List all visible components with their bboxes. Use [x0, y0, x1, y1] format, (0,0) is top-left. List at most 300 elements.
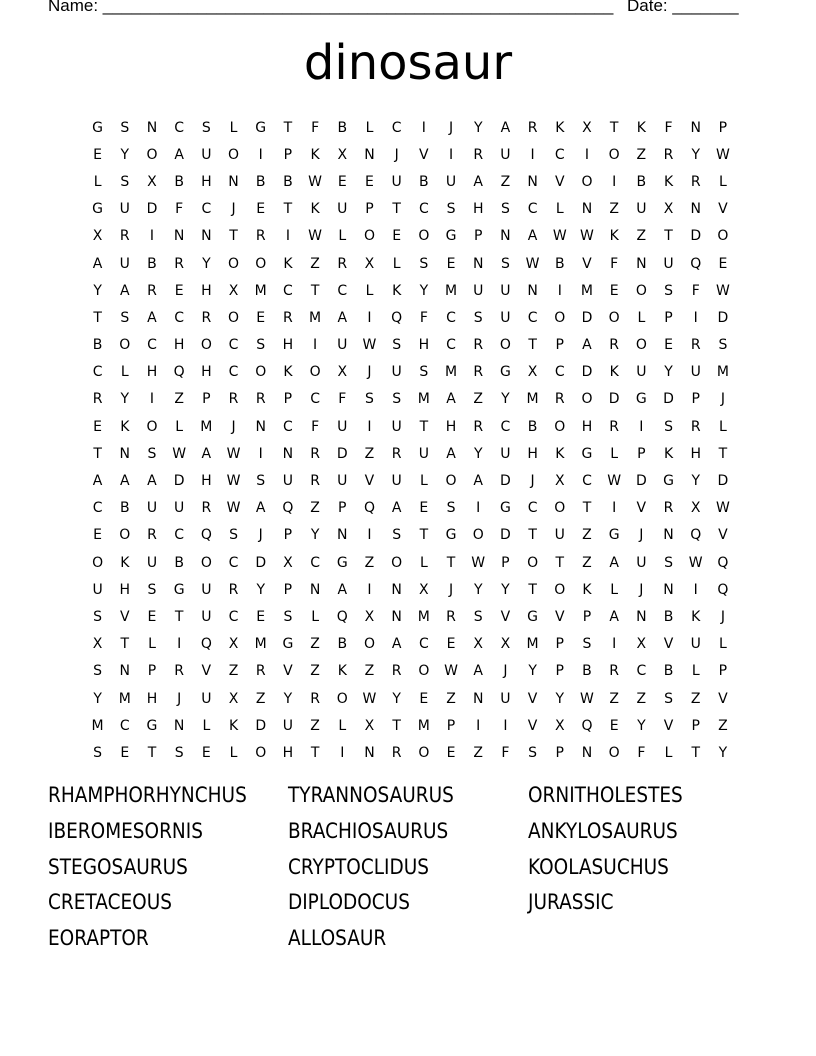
- grid-letter: U: [473, 282, 484, 299]
- grid-letter: E: [93, 527, 103, 544]
- grid-letter: D: [690, 228, 702, 245]
- grid-letter: P: [147, 663, 157, 680]
- grid-letter: M: [444, 282, 458, 299]
- grid-letter: L: [392, 255, 401, 272]
- grid-letter: E: [147, 608, 157, 625]
- grid-letter: K: [609, 364, 619, 381]
- grid-letter: J: [503, 663, 508, 680]
- grid-letter: O: [255, 364, 267, 381]
- grid-letter: U: [146, 500, 158, 517]
- grid-letter: I: [421, 119, 426, 136]
- grid-letter: U: [201, 146, 212, 163]
- grid-letter: Y: [473, 445, 483, 462]
- grid-letter: A: [582, 337, 592, 354]
- grid-row: [84, 196, 737, 223]
- grid-letter: W: [308, 173, 323, 190]
- grid-letter: O: [717, 228, 729, 245]
- grid-letter: W: [226, 500, 241, 517]
- grid-letter: E: [419, 690, 429, 707]
- word-list-item: RHAMPHORHYNCHUS: [48, 783, 247, 807]
- grid-letter: C: [527, 309, 538, 326]
- grid-letter: G: [608, 527, 620, 544]
- grid-letter: P: [691, 717, 700, 734]
- grid-letter: R: [473, 146, 484, 163]
- grid-letter: A: [473, 173, 483, 190]
- grid-letter: A: [119, 282, 130, 299]
- grid-letter: I: [340, 744, 345, 761]
- grid-letter: B: [663, 663, 674, 680]
- grid-letter: P: [555, 663, 564, 680]
- grid-letter: G: [635, 391, 647, 408]
- grid-letter: O: [146, 146, 158, 163]
- grid-letter: N: [309, 581, 321, 598]
- grid-letter: E: [718, 255, 728, 272]
- grid-letter: G: [336, 554, 348, 571]
- grid-letter: J: [448, 119, 454, 136]
- grid-letter: A: [446, 391, 456, 408]
- word-list-item: KOOLASUCHUS: [528, 854, 669, 879]
- grid-row: [84, 332, 737, 359]
- grid-letter: G: [581, 445, 593, 462]
- grid-letter: M: [254, 282, 267, 299]
- grid-letter: K: [283, 255, 293, 272]
- grid-letter: C: [310, 391, 320, 408]
- grid-letter: Z: [310, 663, 320, 680]
- grid-letter: Y: [473, 581, 483, 598]
- grid-letter: U: [337, 473, 348, 490]
- grid-letter: J: [231, 201, 236, 218]
- grid-letter: O: [391, 554, 403, 571]
- grid-row: [84, 739, 737, 766]
- grid-letter: Q: [282, 500, 294, 517]
- grid-letter: Y: [691, 146, 700, 163]
- grid-letter: D: [581, 364, 593, 381]
- grid-letter: V: [554, 608, 565, 625]
- grid-letter: Q: [391, 309, 403, 326]
- grid-letter: R: [391, 663, 402, 680]
- grid-letter: G: [255, 119, 267, 136]
- grid-letter: S: [528, 744, 538, 761]
- grid-letter: O: [228, 255, 240, 272]
- grid-letter: S: [120, 309, 130, 326]
- grid-letter: Q: [173, 364, 185, 381]
- grid-letter: C: [310, 554, 320, 571]
- grid-letter: X: [92, 636, 103, 653]
- grid-letter: R: [92, 391, 103, 408]
- grid-letter: S: [120, 119, 130, 136]
- grid-letter: R: [310, 690, 320, 707]
- grid-letter: E: [256, 201, 266, 218]
- grid-letter: N: [337, 527, 348, 544]
- grid-letter: S: [147, 445, 157, 462]
- grid-letter: T: [419, 418, 429, 435]
- grid-letter: E: [365, 173, 374, 190]
- grid-letter: R: [473, 364, 484, 381]
- grid-letter: T: [310, 744, 320, 761]
- grid-letter: W: [226, 473, 241, 490]
- grid-letter: Z: [310, 636, 320, 653]
- grid-letter: U: [636, 364, 647, 381]
- grid-letter: R: [554, 391, 565, 408]
- grid-letter: K: [283, 364, 293, 381]
- grid-letter: Y: [120, 146, 130, 163]
- grid-letter: I: [149, 228, 155, 245]
- grid-letter: N: [364, 744, 375, 761]
- grid-letter: A: [201, 445, 212, 462]
- grid-letter: N: [391, 581, 402, 598]
- grid-letter: L: [365, 119, 374, 136]
- grid-letter: O: [554, 418, 566, 435]
- word-list-item: ALLOSAUR: [288, 926, 387, 951]
- grid-letter: I: [367, 527, 372, 544]
- grid-letter: R: [446, 608, 456, 625]
- grid-letter: N: [581, 744, 593, 761]
- grid-letter: P: [637, 445, 646, 462]
- grid-letter: C: [228, 364, 239, 381]
- grid-letter: S: [664, 282, 673, 299]
- grid-letter: I: [693, 309, 698, 326]
- grid-letter: C: [228, 337, 239, 354]
- grid-letter: V: [201, 663, 212, 680]
- grid-letter: E: [201, 744, 211, 761]
- grid-letter: R: [609, 663, 620, 680]
- grid-letter: C: [92, 364, 103, 381]
- grid-letter: H: [201, 364, 212, 381]
- grid-letter: O: [228, 146, 240, 163]
- grid-letter: L: [637, 309, 646, 326]
- grid-letter: Y: [691, 473, 700, 490]
- grid-letter: S: [500, 255, 510, 272]
- grid-letter: A: [255, 500, 266, 517]
- grid-letter: C: [527, 500, 538, 517]
- grid-letter: Y: [501, 581, 510, 598]
- grid-row: [84, 114, 737, 141]
- grid-letter: I: [584, 146, 590, 163]
- word-list-item: IBEROMESORNIS: [48, 818, 203, 843]
- grid-letter: I: [557, 282, 562, 299]
- grid-letter: O: [554, 309, 566, 326]
- grid-letter: R: [663, 500, 674, 517]
- grid-letter: C: [92, 500, 103, 517]
- grid-letter: N: [581, 201, 593, 218]
- grid-letter: U: [119, 255, 130, 272]
- grid-letter: B: [283, 173, 293, 190]
- grid-row: [84, 495, 737, 522]
- grid-letter: O: [472, 527, 484, 544]
- grid-letter: J: [177, 690, 182, 707]
- grid-letter: V: [527, 717, 538, 734]
- grid-letter: L: [419, 554, 428, 571]
- grid-letter: A: [337, 581, 348, 598]
- grid-letter: L: [93, 173, 102, 190]
- grid-letter: Y: [664, 364, 673, 381]
- grid-letter: I: [612, 636, 617, 653]
- grid-letter: X: [364, 717, 375, 734]
- grid-letter: S: [283, 608, 293, 625]
- grid-letter: I: [448, 146, 454, 163]
- grid-letter: Q: [690, 255, 702, 272]
- grid-letter: U: [554, 527, 565, 544]
- grid-letter: C: [228, 554, 239, 571]
- grid-letter: B: [527, 418, 538, 435]
- grid-letter: B: [174, 173, 184, 190]
- grid-letter: N: [663, 581, 674, 598]
- grid-letter: L: [148, 636, 156, 653]
- grid-letter: S: [93, 608, 103, 625]
- grid-letter: A: [609, 554, 619, 571]
- grid-letter: R: [391, 445, 402, 462]
- grid-letter: G: [146, 717, 158, 734]
- grid-letter: J: [639, 581, 644, 598]
- grid-letter: A: [92, 255, 103, 272]
- grid-letter: O: [255, 255, 267, 272]
- grid-letter: H: [146, 364, 158, 381]
- grid-letter: P: [283, 391, 293, 408]
- grid-letter: S: [582, 636, 592, 653]
- grid-letter: L: [691, 663, 700, 680]
- grid-letter: H: [119, 581, 131, 598]
- grid-letter: P: [283, 581, 293, 598]
- grid-letter: D: [581, 309, 593, 326]
- grid-letter: C: [174, 309, 185, 326]
- grid-letter: Y: [501, 391, 510, 408]
- grid-letter: A: [147, 473, 157, 490]
- grid-letter: U: [445, 173, 457, 190]
- grid-letter: R: [119, 228, 130, 245]
- grid-letter: Y: [419, 282, 429, 299]
- grid-letter: I: [612, 500, 617, 517]
- grid-letter: T: [446, 554, 456, 571]
- grid-letter: Q: [200, 527, 212, 544]
- grid-letter: T: [310, 282, 320, 299]
- grid-letter: R: [147, 527, 157, 544]
- grid-letter: S: [256, 473, 266, 490]
- grid-letter: P: [555, 744, 564, 761]
- word-search-grid: [84, 114, 737, 767]
- grid-letter: B: [92, 337, 103, 354]
- grid-letter: E: [446, 255, 456, 272]
- grid-letter: W: [172, 445, 187, 462]
- grid-letter: M: [200, 418, 213, 435]
- grid-letter: U: [146, 554, 158, 571]
- grid-letter: L: [202, 717, 211, 734]
- grid-letter: T: [691, 744, 700, 761]
- grid-row: [84, 141, 737, 168]
- grid-letter: C: [174, 119, 185, 136]
- grid-letter: N: [690, 201, 701, 218]
- grid-letter: I: [258, 445, 263, 462]
- grid-letter: O: [418, 663, 430, 680]
- grid-letter: W: [226, 445, 241, 462]
- grid-letter: K: [120, 554, 130, 571]
- grid-letter: Y: [256, 581, 265, 598]
- grid-letter: T: [283, 119, 293, 136]
- grid-row: [84, 223, 737, 250]
- grid-letter: F: [338, 391, 347, 408]
- grid-letter: U: [201, 581, 212, 598]
- grid-letter: Z: [690, 690, 701, 707]
- grid-letter: E: [446, 636, 456, 653]
- grid-letter: Z: [636, 690, 647, 707]
- grid-letter: Z: [174, 391, 184, 408]
- grid-letter: N: [636, 608, 647, 625]
- grid-letter: R: [255, 228, 266, 245]
- grid-letter: Q: [336, 608, 348, 625]
- grid-letter: B: [636, 173, 647, 190]
- word-list-item: TYRANNOSAURUS: [288, 783, 454, 807]
- word-list-item: EORAPTOR: [48, 926, 149, 951]
- grid-letter: E: [256, 309, 266, 326]
- grid-letter: G: [282, 636, 294, 653]
- word-list-item: CRYPTOCLIDUS: [288, 854, 429, 879]
- grid-letter: Z: [609, 690, 619, 707]
- grid-letter: A: [446, 445, 456, 462]
- grid-letter: S: [392, 337, 402, 354]
- grid-row: [84, 168, 737, 195]
- grid-letter: U: [282, 473, 294, 490]
- grid-letter: Z: [500, 173, 511, 190]
- grid-letter: S: [392, 527, 402, 544]
- grid-letter: O: [200, 337, 212, 354]
- grid-letter: W: [552, 228, 567, 245]
- grid-letter: E: [664, 337, 673, 354]
- grid-letter: H: [418, 337, 430, 354]
- grid-letter: P: [718, 663, 728, 680]
- grid-letter: L: [664, 744, 673, 761]
- grid-letter: A: [391, 500, 402, 517]
- grid-letter: M: [444, 364, 458, 381]
- grid-letter: Y: [310, 527, 320, 544]
- grid-letter: P: [202, 391, 211, 408]
- grid-letter: J: [639, 527, 644, 544]
- grid-letter: H: [146, 690, 158, 707]
- grid-letter: U: [119, 201, 130, 218]
- grid-letter: A: [609, 608, 619, 625]
- grid-letter: F: [664, 119, 673, 136]
- grid-row: [84, 631, 737, 658]
- grid-letter: X: [92, 228, 103, 245]
- grid-letter: T: [528, 337, 537, 354]
- grid-letter: L: [610, 445, 619, 462]
- grid-letter: R: [255, 663, 266, 680]
- grid-letter: Z: [636, 146, 647, 163]
- grid-letter: F: [501, 744, 510, 761]
- grid-letter: A: [174, 146, 184, 163]
- grid-letter: Z: [582, 527, 592, 544]
- grid-letter: V: [554, 173, 565, 190]
- grid-letter: G: [527, 608, 539, 625]
- grid-row: [84, 386, 737, 413]
- grid-letter: B: [554, 255, 565, 272]
- grid-letter: W: [362, 690, 377, 707]
- grid-letter: R: [255, 391, 266, 408]
- word-list-item: DIPLODOCUS: [288, 890, 410, 915]
- grid-letter: T: [392, 717, 401, 734]
- grid-row: [84, 413, 737, 440]
- grid-letter: J: [448, 581, 454, 598]
- grid-letter: G: [499, 500, 511, 517]
- grid-letter: X: [473, 636, 484, 653]
- grid-row: [84, 440, 737, 467]
- grid-letter: G: [445, 527, 457, 544]
- grid-letter: S: [446, 500, 456, 517]
- grid-letter: L: [229, 744, 238, 761]
- grid-letter: R: [174, 663, 185, 680]
- grid-letter: X: [554, 473, 565, 490]
- name-field-label: Name: ______________________________________________________: [48, 0, 614, 15]
- grid-letter: O: [255, 744, 267, 761]
- grid-letter: B: [337, 636, 348, 653]
- grid-letter: F: [311, 119, 320, 136]
- grid-letter: R: [609, 418, 620, 435]
- grid-letter: Z: [636, 228, 647, 245]
- grid-letter: O: [554, 500, 566, 517]
- grid-letter: V: [283, 663, 293, 680]
- grid-letter: N: [636, 255, 647, 272]
- grid-letter: U: [418, 445, 429, 462]
- grid-letter: O: [309, 364, 321, 381]
- grid-letter: M: [417, 391, 430, 408]
- grid-letter: F: [610, 255, 619, 272]
- word-list-item: CRETACEOUS: [48, 890, 172, 915]
- grid-letter: Q: [581, 717, 593, 734]
- grid-letter: K: [555, 445, 565, 462]
- grid-letter: T: [718, 445, 728, 462]
- grid-letter: Y: [718, 744, 728, 761]
- grid-letter: S: [392, 391, 402, 408]
- grid-letter: X: [337, 146, 348, 163]
- grid-letter: P: [365, 201, 374, 218]
- grid-letter: K: [337, 663, 347, 680]
- grid-letter: O: [228, 309, 240, 326]
- grid-letter: R: [609, 337, 620, 354]
- grid-letter: Z: [310, 500, 320, 517]
- grid-letter: H: [472, 201, 484, 218]
- grid-letter: M: [580, 282, 594, 299]
- grid-letter: O: [119, 527, 131, 544]
- grid-letter: K: [636, 119, 646, 136]
- grid-letter: J: [720, 391, 725, 408]
- grid-letter: I: [149, 391, 155, 408]
- grid-letter: T: [609, 119, 619, 136]
- grid-letter: D: [146, 201, 158, 218]
- grid-letter: H: [201, 473, 212, 490]
- grid-letter: I: [313, 337, 318, 354]
- grid-letter: O: [92, 554, 104, 571]
- grid-letter: C: [500, 418, 511, 435]
- grid-letter: H: [282, 744, 294, 761]
- grid-letter: V: [718, 201, 728, 218]
- grid-letter: L: [555, 201, 564, 218]
- grid-letter: U: [636, 201, 647, 218]
- grid-letter: G: [92, 201, 104, 218]
- grid-letter: A: [527, 228, 538, 245]
- grid-letter: Z: [228, 663, 239, 680]
- grid-letter: P: [555, 636, 564, 653]
- grid-letter: I: [367, 309, 372, 326]
- grid-letter: Z: [364, 663, 375, 680]
- page-title: dinosaur: [303, 35, 513, 91]
- grid-letter: B: [582, 663, 592, 680]
- grid-letter: P: [691, 391, 700, 408]
- grid-letter: H: [527, 445, 538, 462]
- grid-letter: N: [472, 690, 484, 707]
- word-list-item: ORNITHOLESTES: [528, 783, 683, 807]
- grid-letter: I: [612, 173, 617, 190]
- grid-letter: M: [91, 717, 104, 734]
- grid-letter: J: [720, 608, 725, 625]
- grid-letter: V: [582, 255, 592, 272]
